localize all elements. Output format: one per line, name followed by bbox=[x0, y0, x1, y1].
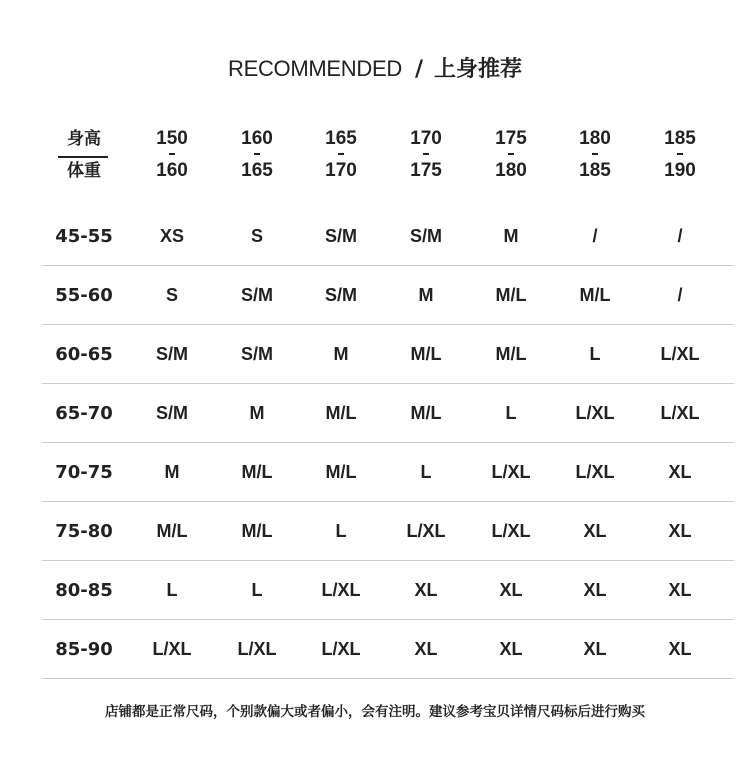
size-cell: M/L bbox=[495, 285, 527, 305]
size-cell: M/L bbox=[241, 462, 273, 482]
size-cell: L bbox=[166, 580, 178, 600]
size-cell: L bbox=[335, 521, 347, 541]
height-range-header bbox=[217, 126, 297, 190]
size-cell: L/XL bbox=[575, 403, 615, 423]
size-cell: M/L bbox=[410, 344, 442, 364]
size-cell: XL bbox=[668, 462, 692, 482]
weight-range-cell: 55-60 bbox=[55, 285, 113, 306]
size-cell: XL bbox=[583, 521, 607, 541]
size-cell: S/M bbox=[324, 226, 357, 246]
header-corner-cell bbox=[44, 126, 124, 190]
size-cell: S/M bbox=[324, 285, 357, 305]
title-english: RECOMMENDED bbox=[228, 56, 402, 81]
size-recommendation-table bbox=[42, 208, 734, 679]
size-cell: XL bbox=[668, 521, 692, 541]
size-cell: L/XL bbox=[491, 521, 531, 541]
size-cell: / bbox=[677, 226, 683, 246]
sizing-note: 店铺都是正常尺码，个别款偏大或者偏小，会有注明。建议参考宝贝详情尺码标后进行购买 bbox=[105, 704, 645, 720]
weight-range-cell: 60-65 bbox=[55, 344, 113, 365]
size-cell: L/XL bbox=[237, 639, 277, 659]
height-range-end: 180 bbox=[495, 160, 527, 181]
height-range-header bbox=[555, 126, 635, 190]
size-cell: M/L bbox=[325, 403, 357, 423]
title-separator: / bbox=[414, 57, 423, 82]
range-dash bbox=[169, 153, 175, 155]
size-cell: L/XL bbox=[321, 639, 361, 659]
size-cell: XL bbox=[414, 580, 438, 600]
size-cell: L bbox=[505, 403, 517, 423]
size-cell: L/XL bbox=[152, 639, 192, 659]
weight-range-cell: 45-55 bbox=[55, 226, 113, 247]
table-row bbox=[42, 326, 734, 384]
size-cell: M bbox=[164, 462, 180, 482]
size-cell: L/XL bbox=[660, 344, 700, 364]
table-row bbox=[42, 621, 734, 679]
table-row bbox=[42, 503, 734, 561]
title-chinese: 上身推荐 bbox=[433, 57, 522, 82]
weight-range-cell: 75-80 bbox=[55, 521, 113, 542]
size-cell: S/M bbox=[240, 285, 273, 305]
range-dash bbox=[423, 153, 429, 155]
size-cell: M bbox=[249, 403, 265, 423]
height-range-end: 190 bbox=[664, 160, 696, 181]
height-range-start: 170 bbox=[410, 128, 442, 149]
height-range-end: 160 bbox=[156, 160, 188, 181]
height-range-header bbox=[640, 126, 720, 190]
height-range-end: 170 bbox=[325, 160, 357, 181]
size-table-header bbox=[42, 126, 734, 190]
size-cell: XS bbox=[159, 226, 184, 246]
height-range-end: 165 bbox=[241, 160, 273, 181]
table-row bbox=[42, 562, 734, 620]
table-row bbox=[42, 385, 734, 443]
size-cell: L/XL bbox=[491, 462, 531, 482]
height-range-end: 185 bbox=[579, 160, 611, 181]
height-range-end: 175 bbox=[410, 160, 442, 181]
size-cell: S bbox=[250, 226, 263, 246]
size-cell: M/L bbox=[325, 462, 357, 482]
table-row bbox=[42, 267, 734, 325]
size-cell: L/XL bbox=[575, 462, 615, 482]
height-range-header bbox=[132, 126, 212, 190]
size-cell: L bbox=[420, 462, 432, 482]
table-row bbox=[42, 444, 734, 502]
size-cell: M bbox=[333, 344, 349, 364]
height-range-start: 150 bbox=[156, 128, 188, 149]
size-cell: / bbox=[677, 285, 683, 305]
size-cell: XL bbox=[668, 580, 692, 600]
height-range-start: 165 bbox=[325, 128, 357, 149]
weight-range-cell: 80-85 bbox=[55, 580, 113, 601]
size-cell: M bbox=[418, 285, 434, 305]
height-range-start: 180 bbox=[579, 128, 611, 149]
size-cell: L/XL bbox=[406, 521, 446, 541]
size-cell: XL bbox=[583, 639, 607, 659]
size-cell: M/L bbox=[495, 344, 527, 364]
page-title bbox=[0, 52, 750, 87]
height-range-start: 185 bbox=[664, 128, 696, 149]
size-cell: L/XL bbox=[660, 403, 700, 423]
height-label: 身高 bbox=[67, 129, 101, 149]
size-cell: M/L bbox=[579, 285, 611, 305]
size-cell: S/M bbox=[155, 403, 188, 423]
size-cell: M bbox=[503, 226, 519, 246]
size-cell: XL bbox=[583, 580, 607, 600]
height-range-header bbox=[471, 126, 551, 190]
range-dash bbox=[677, 153, 683, 155]
size-cell: M/L bbox=[410, 403, 442, 423]
size-cell: M/L bbox=[241, 521, 273, 541]
weight-range-cell: 65-70 bbox=[55, 403, 113, 424]
weight-range-cell: 70-75 bbox=[55, 462, 113, 483]
range-dash bbox=[338, 153, 344, 155]
size-cell: S/M bbox=[409, 226, 442, 246]
table-row bbox=[42, 208, 734, 266]
range-dash bbox=[508, 153, 514, 155]
size-cell: L bbox=[251, 580, 263, 600]
size-cell: XL bbox=[499, 580, 523, 600]
range-dash bbox=[592, 153, 598, 155]
size-cell: XL bbox=[499, 639, 523, 659]
height-range-start: 175 bbox=[495, 128, 527, 149]
weight-label: 体重 bbox=[67, 161, 101, 181]
size-cell: / bbox=[592, 226, 598, 246]
size-cell: S/M bbox=[240, 344, 273, 364]
height-range-header bbox=[301, 126, 381, 190]
size-cell: S bbox=[165, 285, 178, 305]
height-range-start: 160 bbox=[241, 128, 273, 149]
size-cell: S/M bbox=[155, 344, 188, 364]
weight-range-cell: 85-90 bbox=[55, 639, 113, 660]
size-cell: M/L bbox=[156, 521, 188, 541]
size-cell: L bbox=[589, 344, 601, 364]
height-range-header bbox=[386, 126, 466, 190]
size-cell: XL bbox=[668, 639, 692, 659]
size-cell: XL bbox=[414, 639, 438, 659]
range-dash bbox=[254, 153, 260, 155]
size-cell: L/XL bbox=[321, 580, 361, 600]
